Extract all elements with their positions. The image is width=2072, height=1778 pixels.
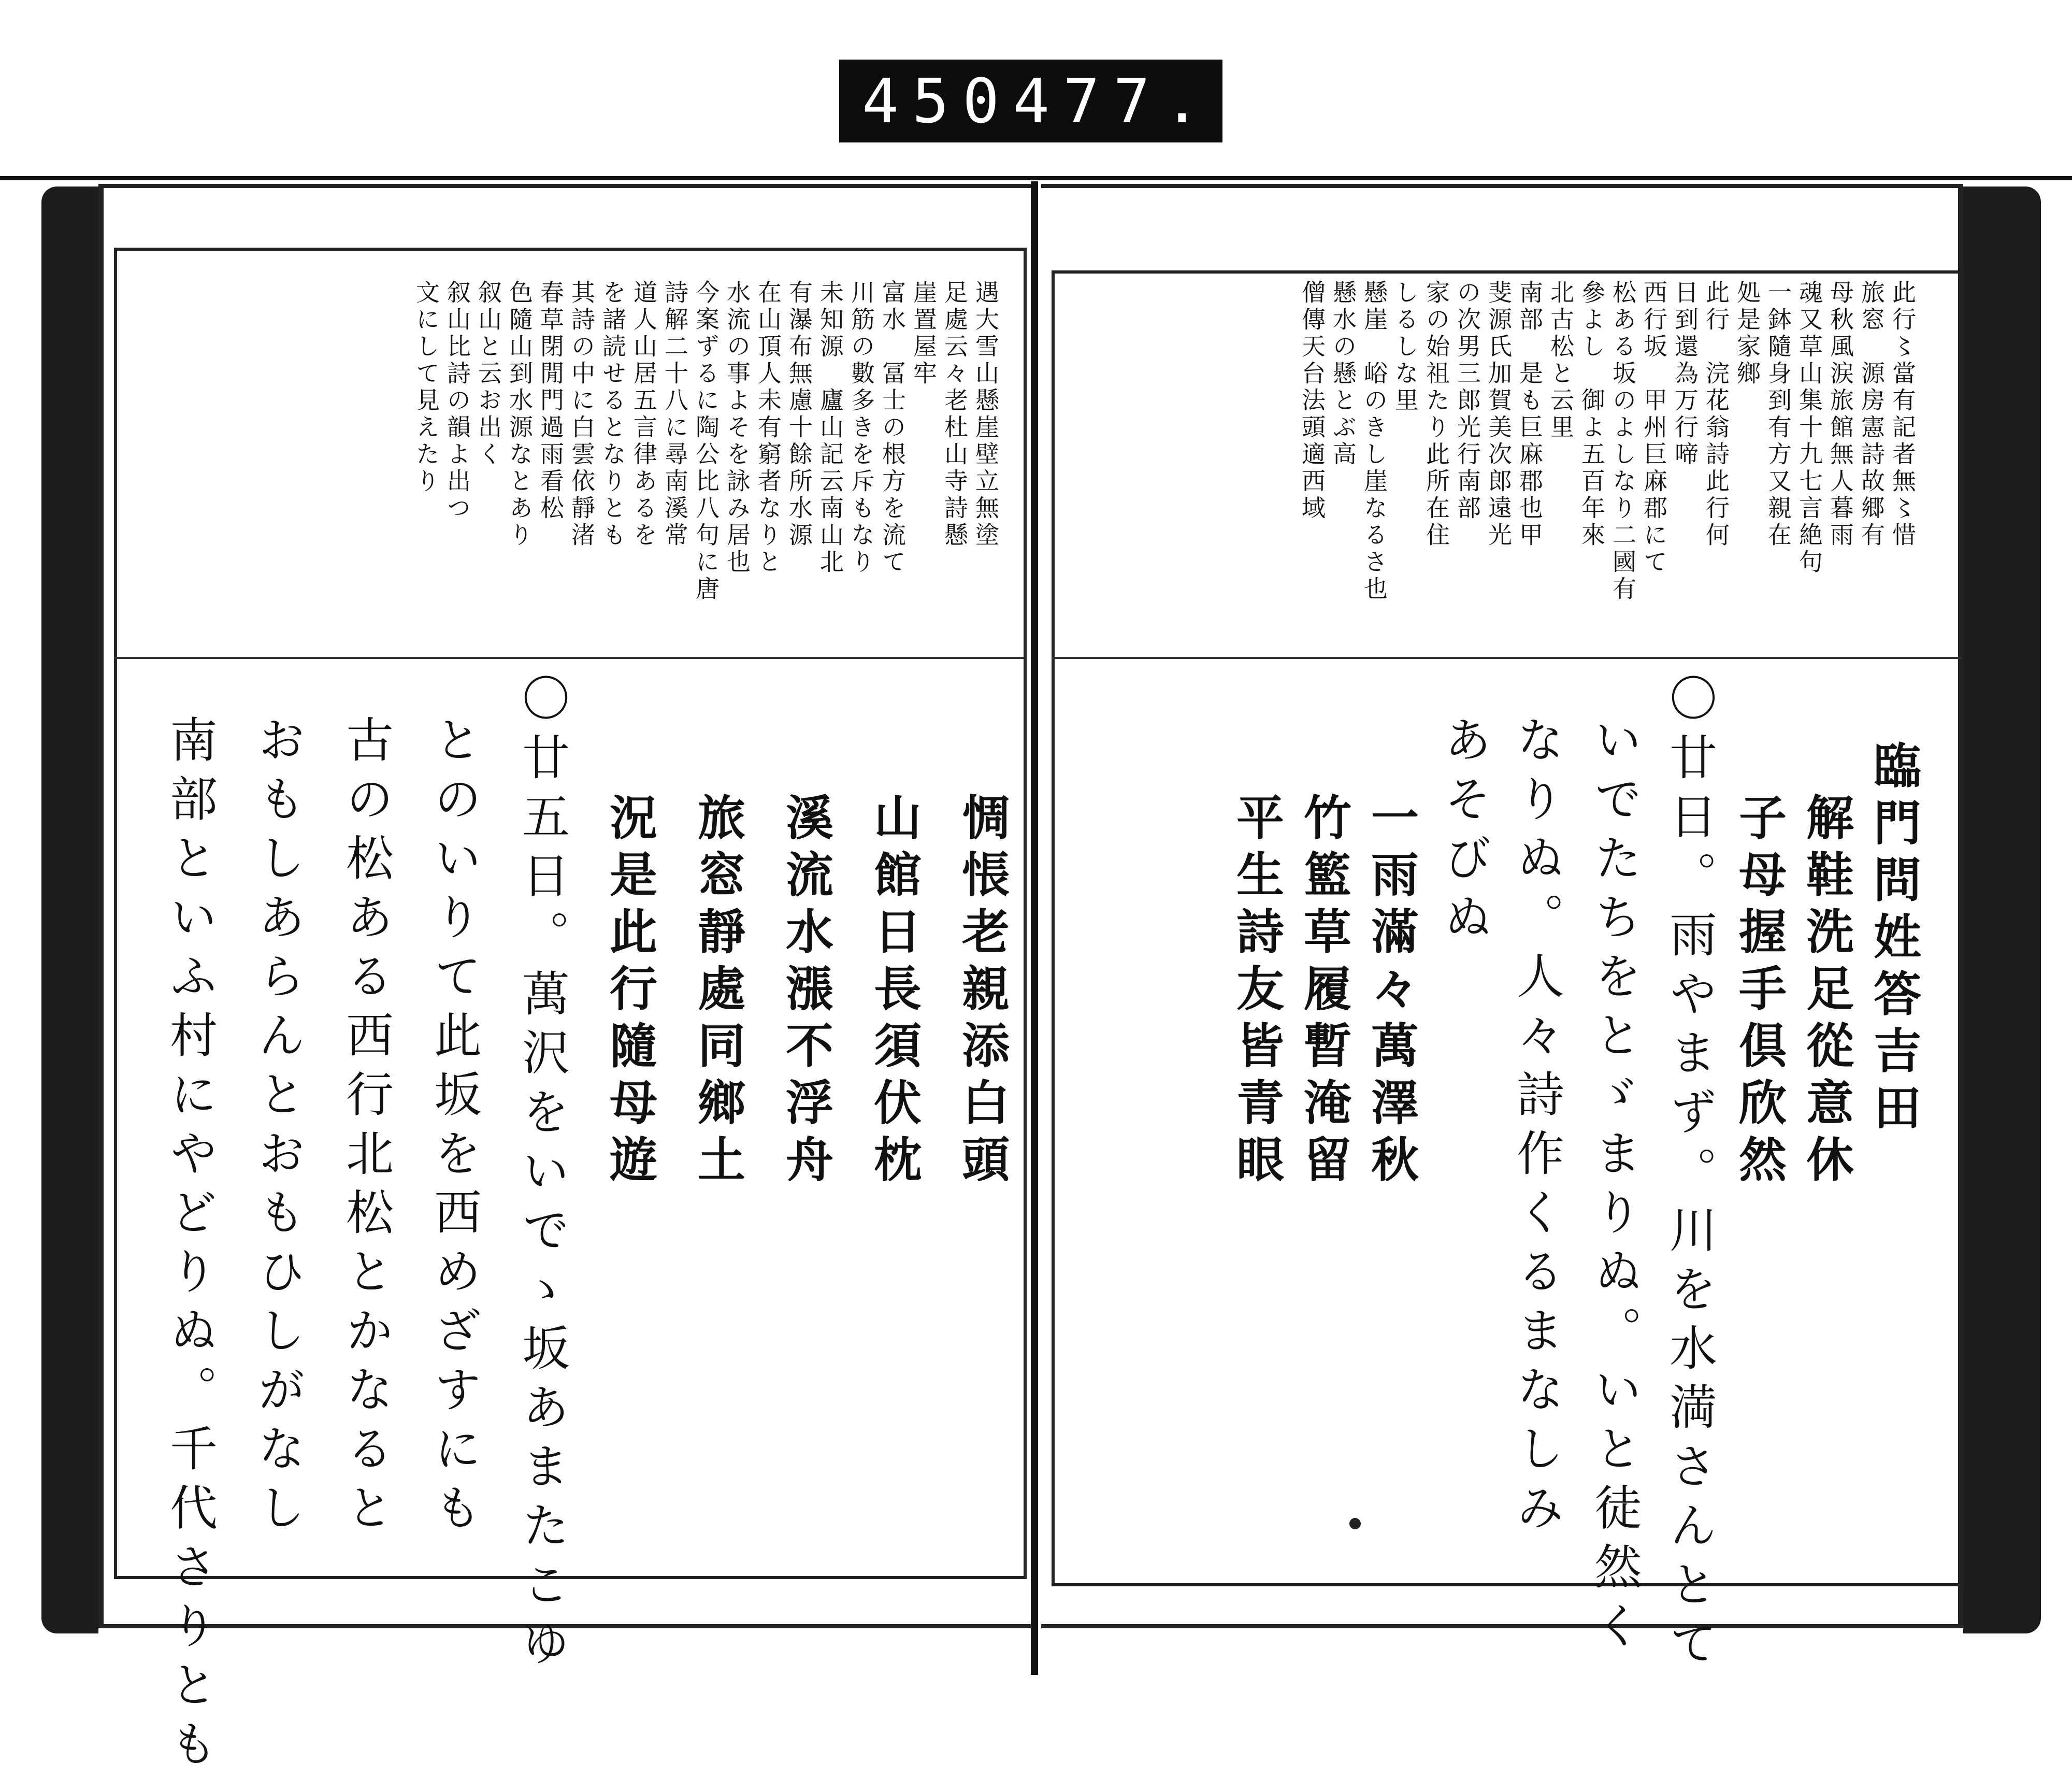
left-note-line: 未知源 廬山記云南山北 bbox=[816, 280, 844, 576]
left-note-line: 今案ずるに陶公比八句に唐 bbox=[692, 280, 720, 603]
left-note-line: 水流の事よそを詠み居也 bbox=[723, 280, 751, 576]
left-note-line: 詩解二十八に尋南溪常 bbox=[661, 280, 689, 549]
right-note-line: 旅窓 源房憲詩故郷有 bbox=[1858, 280, 1886, 549]
right-poem-line: 臨門問姓答吉田 bbox=[1866, 741, 1922, 1140]
left-note-line: 足處云々老杜山寺詩懸 bbox=[941, 280, 969, 549]
right-note-line: 懸水の懸とぶ高 bbox=[1329, 280, 1357, 468]
right-note-line: 家の始祖たり此所在住 bbox=[1422, 280, 1450, 549]
right-note-line: 僧傳天台法頭適西域 bbox=[1298, 280, 1326, 522]
right-note-line: 西行坂 甲州巨麻郡にて bbox=[1640, 280, 1668, 576]
left-note-line: 在山頂人未有窮者なりと bbox=[754, 280, 782, 576]
left-note-line: 文にして見えたり bbox=[412, 280, 440, 495]
left-poem-line: 況是此行隨母遊 bbox=[602, 793, 658, 1192]
left-poem-line: 惆悵老親添白頭 bbox=[954, 793, 1010, 1192]
left-note-divider bbox=[114, 657, 1024, 659]
right-note-line: の次男三郎光行南部 bbox=[1454, 280, 1481, 522]
right-note-line: 參よし 御よ五百年來 bbox=[1578, 280, 1606, 549]
left-note-line: 叙山と云お出く bbox=[474, 280, 502, 468]
left-poem-line: 溪流水漲不浮舟 bbox=[778, 793, 834, 1192]
left-note-line: 富水 冨士の根方を流て bbox=[879, 280, 906, 576]
right-note-line: 懸崖 峪のきし崖なるさ也 bbox=[1360, 280, 1388, 603]
right-note-line: 斐源氏加賀美次郎遠光 bbox=[1485, 280, 1513, 549]
left-note-line: 春草閉閒門過雨看松 bbox=[537, 280, 565, 522]
right-note-line: 魂又草山集十九七言絶句 bbox=[1795, 280, 1823, 576]
left-note-line: を諸読せるとなりとも bbox=[599, 280, 627, 549]
right-note-line: 南部 是も巨麻郡也甲 bbox=[1516, 280, 1544, 549]
right-note-line: 日到還為万行啼 bbox=[1671, 280, 1699, 468]
right-note-line: 此行 浣花翁詩此行何 bbox=[1702, 280, 1730, 549]
right-note-line: 処是家鄉 bbox=[1733, 280, 1761, 388]
page-number-right: 477. bbox=[1013, 65, 1214, 137]
left-note-line: 色隨山到水源なとあり bbox=[506, 280, 534, 549]
book-edge-left bbox=[41, 187, 98, 1633]
right-poem-line: 平生詩友皆青眼 bbox=[1229, 793, 1285, 1192]
right-poem-line: 竹籃草履暫淹留 bbox=[1296, 793, 1352, 1192]
right-note-line: 母秋風涙旅館無人暮雨 bbox=[1826, 280, 1854, 549]
page-number-label bbox=[839, 60, 1222, 142]
right-note-line: しるしな里 bbox=[1391, 280, 1419, 414]
left-note-line: 叙山比詩の韻よ出つ bbox=[443, 280, 471, 522]
right-note-divider bbox=[1052, 657, 1961, 659]
left-note-line: 道人山居五言律あるを bbox=[630, 280, 658, 549]
right-poem-line: 解鞋洗足從意休 bbox=[1798, 793, 1854, 1192]
right-prose-line: あそびぬ bbox=[1436, 715, 1492, 951]
right-note-line: 松ある坂のよしなり二國有 bbox=[1609, 280, 1637, 603]
page-number-left: 450 bbox=[862, 65, 1013, 137]
left-poem-line: 旅窓靜處同鄉土 bbox=[690, 793, 746, 1192]
right-prose-line: なりぬ。人々詩作くるまなしみ bbox=[1509, 715, 1564, 1542]
left-prose-line: 〇廿五日。萬沢をいでゝ坂あまたこゆ bbox=[514, 673, 570, 1677]
right-poem-line: 一雨滿々萬澤秋 bbox=[1363, 793, 1419, 1192]
right-note-line: 此行〻當有記者無〻惜 bbox=[1889, 280, 1917, 549]
book-spine bbox=[1031, 181, 1038, 1675]
left-note-line: 其詩の中に白雲依靜渚 bbox=[568, 280, 596, 549]
ink-dot bbox=[1349, 1518, 1361, 1529]
left-note-line: 川筋の數多きを斥もなり bbox=[847, 280, 875, 576]
right-note-line: 北古松と云里 bbox=[1547, 280, 1575, 441]
top-rule bbox=[0, 176, 2072, 180]
left-note-line: 有瀑布無慮十餘所水源 bbox=[785, 280, 813, 549]
left-note-line: 遇大雪山懸崖壁立無塗 bbox=[972, 280, 1000, 549]
left-prose-line: おもしあらんとおもひしがなし bbox=[250, 715, 306, 1542]
right-poem-line: 子母握手倶欣然 bbox=[1731, 793, 1787, 1192]
left-note-line: 崖置屋牢 bbox=[910, 280, 938, 388]
book-edge-right bbox=[1963, 187, 2041, 1633]
right-note-line: 一鉢隨身到有方又親在 bbox=[1764, 280, 1792, 549]
right-prose-line: いでたちをとゞまりぬ。いと徒然く bbox=[1587, 715, 1642, 1660]
left-poem-line: 山館日長須伏枕 bbox=[866, 793, 922, 1192]
right-prose-line: 〇廿日。雨やまず。川を水満さんとて bbox=[1662, 673, 1717, 1677]
left-prose-line: とのいりて此坂を西めざすにも bbox=[426, 715, 482, 1542]
left-prose-line: 南部といふ村にやどりぬ。千代さりとも bbox=[162, 715, 218, 1778]
left-prose-line: 古の松ある西行北松とかなると bbox=[338, 715, 394, 1542]
